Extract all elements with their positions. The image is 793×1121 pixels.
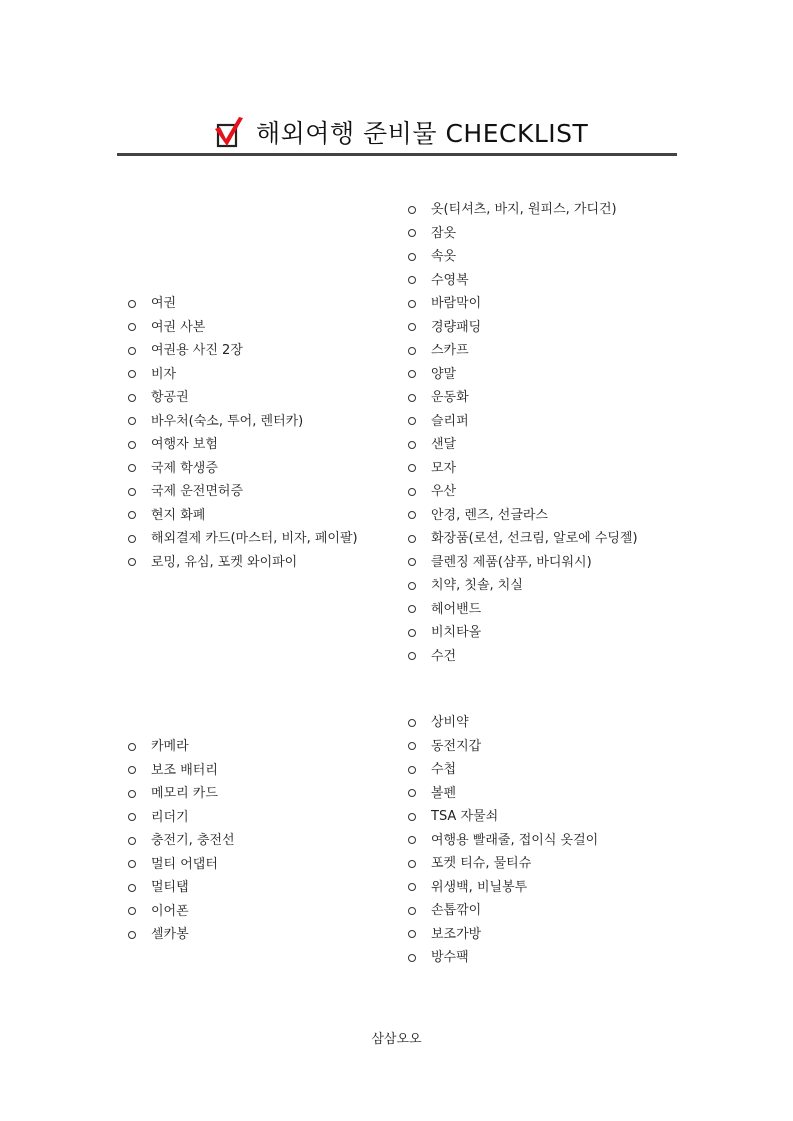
list-item-label: 모자	[431, 460, 457, 476]
title-text: 해외여행 준비물 CHECKLIST	[256, 119, 589, 148]
list-item	[128, 853, 235, 877]
checklist-misc	[408, 711, 598, 970]
list-item	[408, 480, 638, 504]
list-item	[408, 574, 638, 598]
list-item-label: 우산	[431, 484, 457, 499]
circle-bullet-icon	[408, 719, 416, 727]
list-item-label: 바우처(숙소, 투어, 렌터카)	[151, 413, 304, 429]
list-item	[408, 316, 638, 340]
list-item-label: 여권용 사진 2장	[151, 343, 243, 358]
list-item	[128, 316, 358, 340]
list-item	[408, 946, 598, 970]
list-item-label: 수첩	[431, 762, 457, 777]
circle-bullet-icon	[408, 347, 416, 355]
list-item	[408, 292, 638, 316]
circle-bullet-icon	[408, 511, 416, 519]
list-item	[408, 621, 638, 645]
checklist-electronics	[128, 735, 235, 947]
list-item-label: 샌달	[431, 437, 457, 452]
circle-bullet-icon	[128, 323, 136, 331]
checklist-clothing-toiletries	[408, 198, 638, 668]
circle-bullet-icon	[128, 511, 136, 519]
circle-bullet-icon	[128, 464, 136, 472]
list-item-label: 비치타올	[431, 625, 482, 640]
list-item	[128, 386, 358, 410]
list-item	[408, 245, 638, 269]
circle-bullet-icon	[408, 300, 416, 308]
list-item	[128, 876, 235, 900]
list-item	[408, 876, 598, 900]
circle-bullet-icon	[408, 253, 416, 261]
list-item	[408, 829, 598, 853]
list-item-label: 운동화	[431, 390, 469, 405]
list-item-label: 멀티 어댑터	[151, 856, 218, 872]
circle-bullet-icon	[408, 742, 416, 750]
list-item	[408, 805, 598, 829]
list-item-label: 포켓 티슈, 물티슈	[431, 856, 532, 871]
list-item-label: 이어폰	[151, 903, 189, 919]
list-item	[128, 806, 235, 830]
list-item-label: 충전기, 충전선	[151, 833, 235, 848]
list-item	[128, 829, 235, 853]
circle-bullet-icon	[408, 535, 416, 543]
circle-bullet-icon	[408, 954, 416, 962]
list-item-label: 양말	[431, 366, 457, 382]
circle-bullet-icon	[408, 370, 416, 378]
list-item-label: 동전지갑	[431, 738, 482, 754]
list-item	[128, 527, 358, 551]
list-item	[128, 339, 358, 363]
list-item	[408, 852, 598, 876]
list-item	[128, 551, 358, 575]
circle-bullet-icon	[408, 441, 416, 449]
list-item	[128, 410, 358, 434]
list-item-label: 해외결제 카드(마스터, 비자, 페이팔)	[151, 531, 358, 546]
circle-bullet-icon	[408, 883, 416, 891]
list-item	[128, 363, 358, 387]
circle-bullet-icon	[408, 836, 416, 844]
list-item-label: 수영복	[431, 272, 469, 288]
list-item	[408, 339, 638, 363]
circle-bullet-icon	[128, 347, 136, 355]
circle-bullet-icon	[408, 652, 416, 660]
list-item	[128, 480, 358, 504]
list-item-label: 치약, 칫솔, 치실	[431, 578, 523, 593]
list-item-label: 카메라	[151, 739, 189, 754]
list-item-label: 경량패딩	[431, 319, 482, 335]
circle-bullet-icon	[128, 837, 136, 845]
list-item-label: 위생백, 비닐봉투	[431, 879, 528, 895]
circle-bullet-icon	[408, 629, 416, 637]
list-item-label: 방수팩	[431, 950, 469, 965]
list-item-label: 멀티탭	[151, 880, 189, 895]
list-item	[408, 598, 638, 622]
circle-bullet-icon	[408, 789, 416, 797]
list-item	[128, 900, 235, 924]
list-item-label: 안경, 렌즈, 선글라스	[431, 507, 548, 523]
circle-bullet-icon	[128, 535, 136, 543]
circle-bullet-icon	[408, 930, 416, 938]
list-item	[128, 735, 235, 759]
list-item	[408, 433, 638, 457]
circle-bullet-icon	[408, 394, 416, 402]
list-item-label: 셀카봉	[151, 927, 189, 942]
circle-bullet-icon	[128, 558, 136, 566]
circle-bullet-icon	[128, 488, 136, 496]
list-item-label: 손톱깎이	[431, 903, 482, 918]
list-item	[408, 457, 638, 481]
circle-bullet-icon	[408, 417, 416, 425]
list-item	[408, 198, 638, 222]
circle-bullet-icon	[408, 276, 416, 284]
list-item-label: 수건	[431, 648, 457, 664]
list-item	[408, 269, 638, 293]
list-item-label: 여권	[151, 296, 177, 311]
list-item	[128, 923, 235, 947]
list-item	[408, 222, 638, 246]
list-item-label: 리더기	[151, 809, 189, 825]
list-item	[408, 504, 638, 528]
list-item-label: 헤어밴드	[431, 601, 482, 617]
list-item	[408, 758, 598, 782]
circle-bullet-icon	[408, 907, 416, 915]
list-item-label: 클렌징 제품(샴푸, 바디워시)	[431, 554, 592, 570]
footer-text: 삼삼오오	[371, 1032, 422, 1047]
circle-bullet-icon	[128, 931, 136, 939]
checkbox-check-icon	[214, 115, 244, 149]
list-item-label: 메모리 카드	[151, 786, 218, 801]
circle-bullet-icon	[128, 884, 136, 892]
list-item-label: 국제 운전면허증	[151, 484, 244, 499]
circle-bullet-icon	[408, 860, 416, 868]
circle-bullet-icon	[408, 582, 416, 590]
circle-bullet-icon	[128, 300, 136, 308]
list-item-label: 보조 배터리	[151, 762, 218, 778]
list-item-label: 상비약	[431, 715, 469, 730]
list-item-label: 속옷	[431, 249, 457, 264]
list-item	[408, 551, 638, 575]
circle-bullet-icon	[128, 813, 136, 821]
list-item-label: 비자	[151, 366, 177, 382]
circle-bullet-icon	[408, 229, 416, 237]
circle-bullet-icon	[128, 907, 136, 915]
list-item-label: TSA 자물쇠	[431, 809, 499, 824]
circle-bullet-icon	[408, 558, 416, 566]
circle-bullet-icon	[128, 441, 136, 449]
circle-bullet-icon	[408, 206, 416, 214]
list-item	[408, 527, 638, 551]
list-item	[128, 759, 235, 783]
list-item	[408, 410, 638, 434]
list-item-label: 국제 학생증	[151, 460, 218, 476]
circle-bullet-icon	[408, 766, 416, 774]
circle-bullet-icon	[408, 323, 416, 331]
title-divider	[117, 153, 677, 156]
circle-bullet-icon	[128, 394, 136, 402]
list-item-label: 화장품(로션, 선크림, 알로에 수딩젤)	[431, 531, 638, 546]
page-title	[214, 112, 588, 152]
list-item	[408, 923, 598, 947]
list-item	[128, 504, 358, 528]
circle-bullet-icon	[128, 370, 136, 378]
circle-bullet-icon	[128, 766, 136, 774]
circle-bullet-icon	[128, 417, 136, 425]
circle-bullet-icon	[408, 488, 416, 496]
list-item	[408, 363, 638, 387]
list-item	[408, 386, 638, 410]
list-item-label: 볼펜	[431, 785, 457, 801]
list-item	[408, 735, 598, 759]
list-item	[128, 782, 235, 806]
circle-bullet-icon	[128, 860, 136, 868]
circle-bullet-icon	[408, 464, 416, 472]
list-item-label: 스카프	[431, 343, 469, 358]
list-item	[408, 782, 598, 806]
circle-bullet-icon	[128, 743, 136, 751]
list-item-label: 여행자 보험	[151, 437, 218, 452]
circle-bullet-icon	[408, 813, 416, 821]
list-item	[128, 433, 358, 457]
list-item-label: 여행용 빨래줄, 접이식 옷걸이	[431, 832, 599, 848]
list-item-label: 슬리퍼	[431, 413, 469, 429]
list-item	[128, 457, 358, 481]
list-item	[408, 645, 638, 669]
list-item-label: 보조가방	[431, 926, 482, 942]
list-item-label: 옷(티셔츠, 바지, 원피스, 가디건)	[431, 202, 617, 217]
list-item	[128, 292, 358, 316]
list-item-label: 바람막이	[431, 296, 482, 311]
list-item-label: 여권 사본	[151, 319, 206, 335]
list-item	[408, 711, 598, 735]
list-item-label: 항공권	[151, 390, 189, 405]
checklist-documents	[128, 292, 358, 574]
circle-bullet-icon	[128, 790, 136, 798]
list-item-label: 현지 화폐	[151, 507, 206, 523]
circle-bullet-icon	[408, 605, 416, 613]
list-item	[408, 899, 598, 923]
list-item-label: 잠옷	[431, 225, 457, 241]
list-item-label: 로밍, 유심, 포켓 와이파이	[151, 554, 298, 570]
